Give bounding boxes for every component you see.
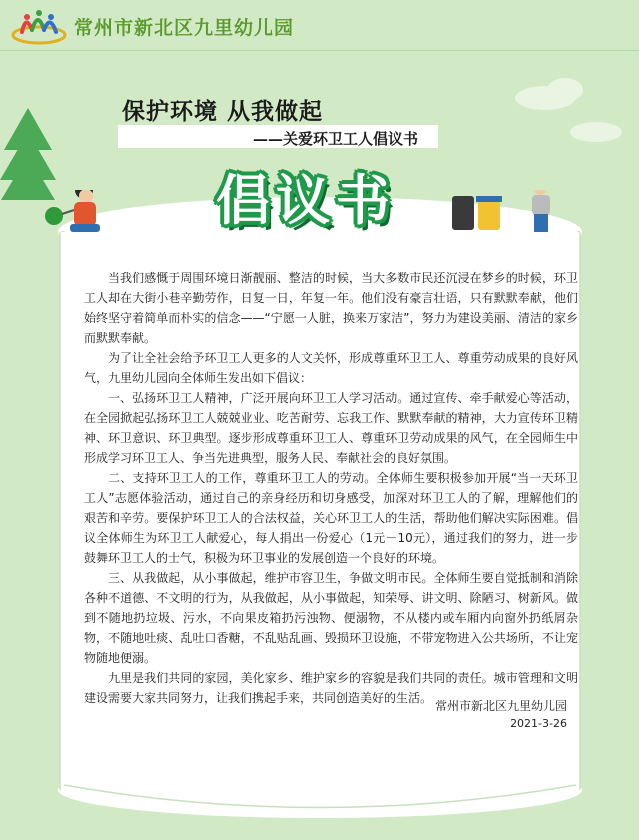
paragraph: 三、从我做起，从小事做起，维护市容卫生，争做文明市民。全体师生要自觉抵制和消除各种不道德、不文明的行为，从我做起，从小事做起，知荣辱、讲文明、除陋习、树新风。做到不随地扔垃圾、污水，不向果皮箱扔污浊物、便溺物，不从楼内或车厢内向窗外扔纸屑杂物，不随地吐痰、乱吐口香糖，不乱贴乱画、毁损环卫设施，不带宠物进入公共场所，不让宠物随地便溺。 (84, 571, 578, 665)
tree-icon (0, 108, 58, 200)
paragraph: 二、支持环卫工人的工作，尊重环卫工人的劳动。全体师生要积极参加开展“当一天环卫工人”志愿体验活动，通过自己的亲身经历和切身感受，加深对环卫工人的了解，理解他们的艰苦和辛劳。要保护环卫工人的合法权益，关心环卫工人的生活，帮助他们解决实际困难。倡议全体师生为环卫工人献爱心，每人捐出一份爱心（1元－10元），通过我们的努力，进一步鼓舞环卫工人的士气，积极为环卫事业的发展创造一个良好的环境。 (84, 471, 578, 565)
paragraph: 为了让全社会给予环卫工人更多的人文关怀，形成尊重环卫工人、尊重劳动成果的良好风气，九里幼儿园向全体师生发出如下倡议： (84, 351, 578, 385)
paragraph: 九里是我们共同的家园，美化家乡、维护家乡的容貌是我们共同的责任。城市管理和文明建设需要大家共同努力，让我们携起手来，共同创造美好的生活。 (84, 671, 578, 705)
paragraph: 当我们感慨于周围环境日渐靓丽、整洁的时候，当大多数市民还沉浸在梦乡的时候，环卫工人却在大街小巷辛勤劳作，日复一日，年复一年。他们没有豪言壮语，只有默默奉献，他们始终坚守着简单而朴实的信念——“宁愿一人脏，换来万家洁”，努力为建设美丽、清洁的家乡而默默奉献。 (84, 271, 578, 345)
proposal-body (84, 268, 578, 708)
subtitle: ——关爱环卫工人倡议书 (253, 130, 419, 148)
signature: 常州市新北区九里幼儿园 (434, 699, 567, 713)
proposal-banner: 倡议书 (216, 169, 396, 232)
cloud-icon (515, 78, 622, 142)
main-title: 保护环境 从我做起 (122, 98, 324, 125)
date: 2021-3-26 (510, 717, 567, 730)
school-name: 常州市新北区九里幼儿园 (74, 17, 295, 39)
paragraph: 一、弘扬环卫工人精神，广泛开展向环卫工人学习活动。通过宣传、牵手献爱心等活动，在全园掀起弘扬环卫工人兢兢业业、吃苦耐劳、忘我工作、默默奉献的精神，大力宣传环卫精神、环卫意识、环卫典型。逐步形成尊重环卫工人、尊重环卫劳动成果的风气，在全园师生中形成学习环卫工人、争当先进典型，服务人民、奉献社会的良好氛围。 (84, 391, 578, 465)
sanitation-worker-left-icon (45, 190, 100, 232)
